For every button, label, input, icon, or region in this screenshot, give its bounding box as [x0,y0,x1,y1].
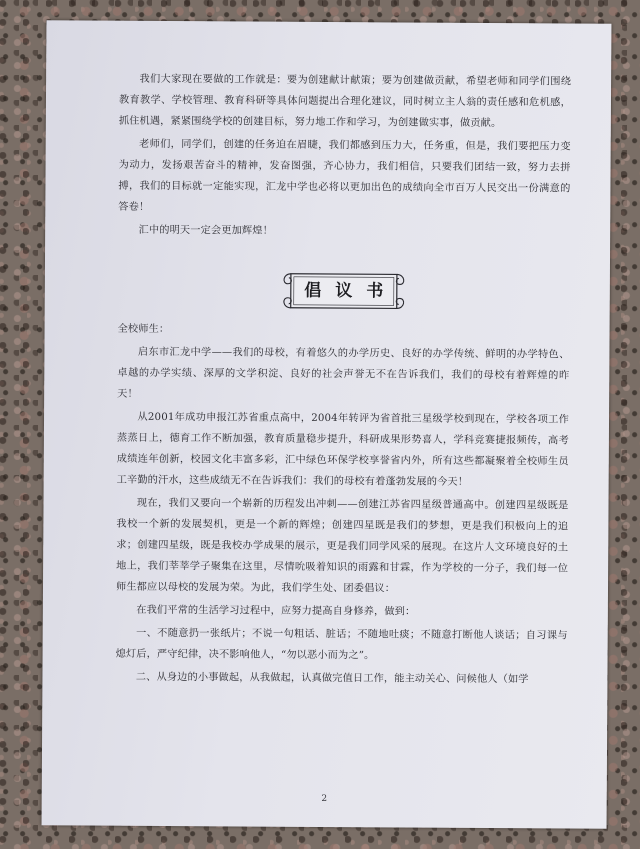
paragraph: 我们大家现在要做的工作就是：要为创建献计献策；要为创建做贡献，希望老师和同学们围绕教育教学、学校管理、教育科研等具体问题提出合理化建议，同时树立主人翁的责任感和危机感，抓住机遇，紧紧围绕学校的创建目标，努力地工作和学习，为创建做实事，做贡献。 [118,73,572,130]
scroll-title-banner [279,268,409,315]
document-content [115,69,571,693]
document-title: 倡议书 [304,280,398,302]
paragraph: 从2001年成功申报江苏省重点高中，2004年转评为省首批三星级学校到现在，学校各项工作蒸蒸日上，德育工作不断加强，教育质量稳步提升，科研成果形势喜人，学科竞赛捷报频传，高考成绩连年创新，校园文化丰富多彩，汇中绿色环保学校享誉省内外，所有这些都凝聚着全校师生员工辛勤的汗水，这些成绩无不在告诉我们：我们的母校有着蓬勃发展的今天！ [116,411,570,488]
paragraph: 二、从身边的小事做起，从我做起，认真做完值日工作，能主动关心、问候他人（如学 [135,671,529,686]
document-page [42,20,612,828]
paragraph: 现在，我们又要向一个崭新的历程发出冲刺——创建江苏省四星级普通高中。创建四星级既是我校一个新的发展契机，更是一个新的辉煌；创建四星既是我们的梦想，更是我们积极向上的追求；创建四星级，既是我校办学成果的展示，更是我们同学风采的展现。在这片人文环境良好的土地上，我们莘莘学子聚集在这里，尽情吮吸着知识的雨露和甘霖，作为学校的一分子，我们每一位师生都应以母校的发展为荣。为此，我们学生处、团委倡议： [115,497,569,595]
paragraph: 在我们平常的生活学习过程中，应努力提高自身修养，做到： [136,604,416,618]
paragraph: 启东市汇龙中学——我们的母校，有着悠久的办学历史、良好的办学传统、鲜明的办学特色、卓越的办学实绩、深厚的文学积淀、良好的社会声誉无不在告诉我们，我们的母校有着辉煌的昨天！ [117,346,570,400]
page-number: 2 [321,793,328,805]
paragraph: 老师们，同学们，创建的任务迫在眉睫，我们都感到压力大，任务重，但是，我们要把压力变为动力，发扬艰苦奋斗的精神，发奋图强，齐心协力，我们相信，只要我们团结一致，努力去拼搏，我们的目标就一定能实现，汇龙中学也必将以更加出色的成绩向全市百万人民交出一份满意的答卷！ [118,138,571,213]
paragraph: 一、不随意扔一张纸片；不说一句粗话、脏话；不随地吐痰；不随意打断他人谈话；自习课与熄灯后，严守纪律，决不影响他人，“勿以恶小而为之”。 [115,627,568,662]
closing-line: 汇中的明天一定会更加辉煌！ [138,224,273,237]
salutation: 全校师生： [117,323,170,336]
